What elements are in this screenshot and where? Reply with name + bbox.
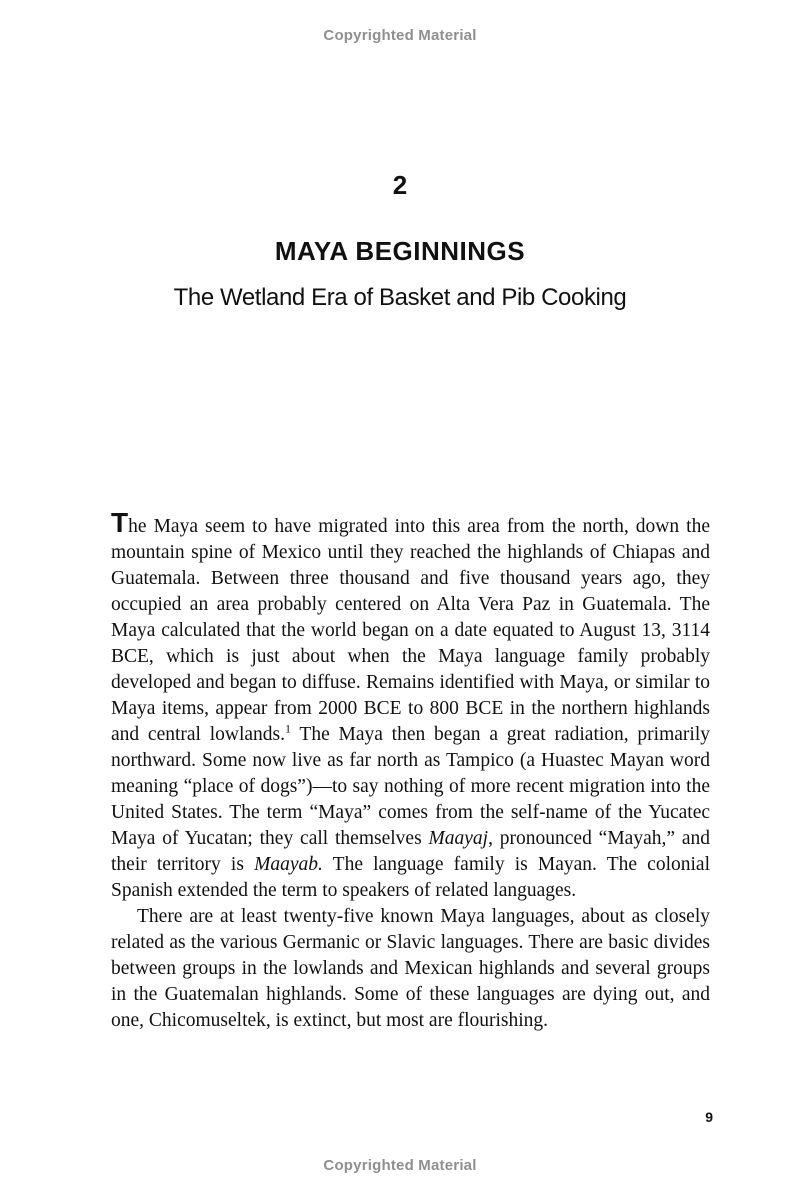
chapter-number: 2 xyxy=(392,170,408,200)
page-number: 9 xyxy=(705,1109,713,1125)
watermark-top: Copyrighted Material xyxy=(323,27,477,44)
drop-cap: T xyxy=(111,507,129,538)
paragraph-1-segment-3: , pronounced “Mayah,” and their territory is xyxy=(111,828,710,875)
chapter-subtitle: The Wetland Era of Basket and Pib Cooking xyxy=(173,284,627,311)
body-text xyxy=(111,507,710,1034)
watermark-bottom: Copyrighted Material xyxy=(323,1157,477,1174)
footnote-reference: 1 xyxy=(285,721,292,736)
chapter-title: MAYA BEGINNINGS xyxy=(274,236,526,266)
paragraph-2: There are at least twenty-five known Maya languages, about as closely related as the various Germanic or Slavic languages. There are basic divides between groups in the lowlands and Mexican highlands and several groups in the Guatemalan highlands. Some of these languages are dying out, and one, Chicomuseltek, is extinct, but most are flourishing. xyxy=(111,906,710,1031)
paragraph-1-segment-1: he Maya seem to have migrated into this area from the north, down the mountain spine of Mexico until they reached the highlands of Chiapas and Guatemala. Between three thousand and five thousand years ago, they occupied an area probably centered on Alta Vera Paz in Guatemala. The Maya calculated that the world began on a date equated to August 13, 3114 BCE, which is just about when the Maya language family probably developed and began to diffuse. Remains identified with Maya, or similar to Maya items, appear from 2000 BCE to 800 BCE in the northern highlands and central lowlands. xyxy=(111,516,710,745)
paragraph-1 xyxy=(111,507,710,904)
paragraph-1-segment-2: The Maya then began a great radiation, primarily northward. Some now live as far north as Tampico (a Huastec Mayan word meaning “place of dogs”)—to say nothing of more recent migration into the United States. The term “Maya” comes from the self-name of the Yucatec Maya of Yucatan; they call themselves xyxy=(111,724,710,849)
italic-term-maayab: Maayab. xyxy=(254,854,323,875)
paragraph-1-segment-4: The language family is Mayan. The colonial Spanish extended the term to speakers of related languages. xyxy=(111,854,710,901)
italic-term-maayaj: Maayaj xyxy=(428,828,489,849)
